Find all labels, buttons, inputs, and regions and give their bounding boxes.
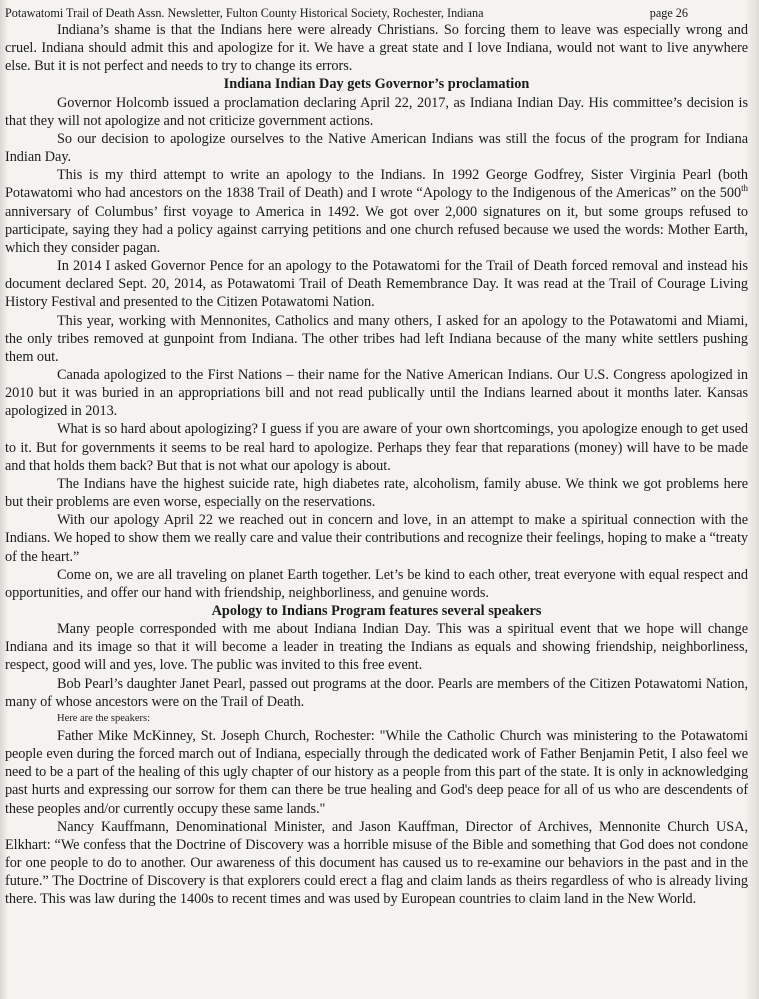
paragraph-decision: So our decision to apologize ourselves to the Native American Indians was still the focus of the program for Indiana Indian Day. [5, 130, 748, 166]
page-number: page 26 [649, 6, 688, 20]
paragraph-canada: Canada apologized to the First Nations – their name for the Native American Indians. Our U.S. Congress apologized in 2010 but it was buried in an appropriations bill and not read publically until the Indians learned about it months later. Kansas apologized in 2013. [5, 366, 748, 420]
speakers-intro: Here are the speakers: [57, 712, 150, 724]
header-title: Potawatomi Trail of Death Assn. Newsletter, Fulton County Historical Society, Rochester, Indiana [5, 6, 484, 20]
third-attempt-text-b: anniversary of Columbus’ first voyage to America in 1492. We got over 2,000 signatures on it, but some groups refused to participate, saying they had a policy against carrying petitions and one church refused because we used the words: Mother Earth, which they consider pagan. [5, 203, 748, 256]
paragraph-third-attempt [5, 166, 748, 257]
paragraph-many-people: Many people corresponded with me about Indiana Indian Day. This was a spiritual event that we hope will change Indiana and its image so that it will become a leader in treating the Indians as equals and showing friendship, neighborliness, respect, good will and yes, love. The public was invited to this free event. [5, 621, 748, 674]
paragraph-2014: In 2014 I asked Governor Pence for an apology to the Potawatomi for the Trail of Death forced removal and instead his document declared Sept. 20, 2014, as Potawatomi Trail of Death Remembrance Day. It was read at the Trail of Courage Living History Festival and presented to the Citizen Potawatomi Nation. [5, 258, 748, 311]
paragraph-mckinney: Father Mike McKinney, St. Joseph Church, Rochester: "While the Catholic Church was ministering to the Potawatomi people even during the forced march out of Indiana, especially through the dedicated work of Father Benjamin Petit, I also feel we need to be a part of the healing of this ugly chapter of our history as a people from this part of the state. It is only in acknowledging past hurts and expressing our sorrow for them can there be true healing and God's deep peace for all of us who are descendents of these peoples and/or currently occupy these same lands." [5, 727, 748, 817]
paragraph-kauffmann: Nancy Kauffmann, Denominational Minister, and Jason Kauffman, Director of Archives, Mennonite Church USA, Elkhart: “We confess that the Doctrine of Discovery was a horrible misuse of the Bible and something that God does not condone for one people to do to another. Our awareness of this document has caused us to re-examine our behaviors in the past and in the future.” The Doctrine of Discovery is that explorers could erect a flag and claim lands as theirs regardless of who is already living there. This was law during the 1400s to recent times and was used by European countries to claim land in the New World. [5, 818, 748, 908]
paragraph-janet-pearl: Bob Pearl’s daughter Janet Pearl, passed out programs at the door. Pearls are members of the Citizen Potawatomi Nation, many of whose ancestors were on the Trail of Death. [5, 675, 748, 710]
third-attempt-text-a: This is my third attempt to write an apology to the Indians. In 1992 George Godfrey, Sister Virginia Pearl (both Potawatomi who had ancestors on the 1838 Trail of Death) and I wrote “Apology to the Indigenous of the Americas” on the 500 [5, 167, 748, 202]
heading-governor-proclamation: Indiana Indian Day gets Governor’s proclamation [223, 76, 530, 93]
newsletter-page [5, 6, 748, 996]
paragraph-come-on: Come on, we are all traveling on planet Earth together. Let’s be kind to each other, treat everyone with equal respect and opportunities, and offer our hand with friendship, neighborliness, and genuine words. [5, 566, 748, 601]
paragraph-this-year: This year, working with Mennonites, Catholics and many others, I asked for an apology to the Potawatomi and Miami, the only tribes removed at gunpoint from Indiana. The other tribes had left Indiana because of the many white settlers pushing them out. [5, 312, 748, 365]
superscript-th: th [741, 183, 748, 194]
running-header [5, 6, 748, 21]
paragraph-suicide-rate: The Indians have the highest suicide rate, high diabetes rate, alcoholism, family abuse. We think we got problems here but their problems are even worse, especially on the reservations. [5, 475, 748, 511]
paragraph-what-so-hard: What is so hard about apologizing? I guess if you are aware of your own shortcomings, you apologize enough to get used to it. But for governments it seems to be real hard to apologize. Perhaps they fear that reparations (money) will have to be made and that holds them back? But that is not what our apology is about. [5, 421, 748, 474]
paragraph-april-22: With our apology April 22 we reached out in concern and love, in an attempt to make a spiritual connection with the Indians. We hoped to show them we really care and value their contributions and recognize their feelings, hoping to make a “treaty of the heart.” [5, 512, 748, 565]
heading-speakers: Apology to Indians Program features several speakers [211, 603, 542, 619]
paragraph-holcomb: Governor Holcomb issued a proclamation declaring April 22, 2017, as Indiana Indian Day. His committee’s decision is that they will not apologize and not criticize government actions. [5, 94, 748, 129]
paragraph-shame: Indiana’s shame is that the Indians here were already Christians. So forcing them to leave was especially wrong and cruel. Indiana should admit this and apologize for it. We have a great state and I love Indiana, would not want to live anywhere else. But it is not perfect and needs to try to change its errors. [5, 22, 748, 75]
